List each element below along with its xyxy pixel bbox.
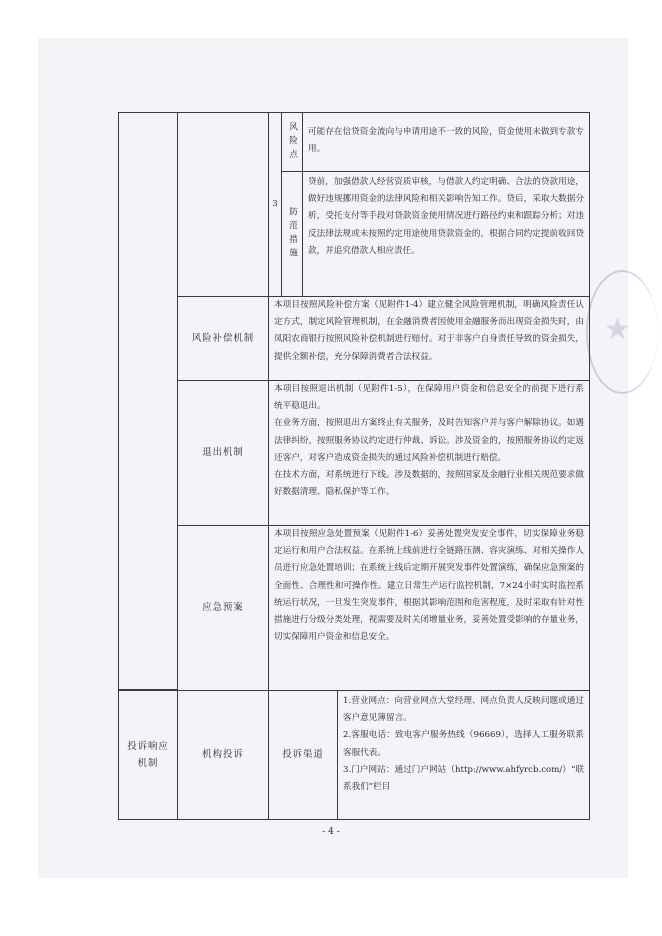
seal-star-icon: ★: [604, 312, 631, 347]
risk-point-label: 风险点: [281, 112, 303, 172]
compensation-label: 风险补偿机制: [177, 296, 269, 381]
complaint-channel-item: 3.门户网站：通过门户网站（http://www.ahfyrcb.com/）“联系我们”栏目: [343, 764, 584, 793]
compensation-text: 本项目按照风险补偿方案（见附件1-4）建立健全风险管理机制，明确风险责任认定方式，制定风险管理机制，在金融消费者因使用金融服务而出现资金损失时，由凤阳农商银行按照风险补偿机制进行赔付。对于非客户自身责任导致的资金损失，提供全额补偿，充分保障消费者合法权益。: [268, 296, 590, 381]
sub-row-index: 3: [268, 112, 282, 297]
exit-text: [268, 380, 590, 526]
emergency-text: 本项目按照应急处置预案（见附件1-6）妥善处置突发安全事件，切实保障业务稳定运行和用户合法权益。在系统上线前进行全链路压测、容灾演练、对相关操作人员进行应急处置培训；在系统上线后定期开展突发事件处置演练，确保应急预案的全面性、合理性和可操作性。建立日常生产运行监控机制，7×24小时实时监控系统运行状况，一旦发生突发事件，根据其影响范围和危害程度，及时采取有针对性措施进行分级分类处理，视需要及时关闭增量业务，妥善处置受影响的存量业务，切实保障用户资金和信息安全。: [268, 525, 590, 691]
exit-paragraph: 本项目按照退出机制（见附件1-5），在保障用户资金和信息安全的前提下进行系统平稳退出。: [274, 384, 584, 412]
page-number: - 4 -: [322, 827, 340, 837]
emergency-label: 应急预案: [177, 525, 269, 691]
prevention-text: 贷前，加强借款人经营资质审核，与借款人约定明确、合法的贷款用途，做好违规挪用资金的法律风险和相关影响告知工作。贷后，采取大数据分析，受托支付等手段对贷款资金使用情况进行路径约束和跟踪分析；对违反法律法规或未按照约定用途使用贷款资金的，根据合同约定提前收回贷款，并追究借款人相应责任。: [302, 171, 590, 297]
complaint-channel-label: 投诉渠道: [268, 690, 338, 820]
complaint-label: 投诉响应机制: [118, 690, 178, 820]
exit-paragraph: 在业务方面，按照退出方案终止有关服务，及时告知客户并与客户解除协议。如遇法律纠纷，按照服务协议约定进行仲裁、诉讼。涉及资金的，按照服务协议约定返还客户，对客户造成资金损失的通过风险补偿机制进行赔偿。: [274, 418, 584, 463]
risk-point-text: 可能存在信贷资金流向与申请用途不一致的风险，资金使用未做到专款专用。: [302, 112, 590, 172]
second-blank-column: [177, 112, 269, 297]
exit-paragraph: 在技术方面，对系统进行下线。涉及数据的，按照国家及金融行业相关规范要求做好数据清理、隐私保护等工作。: [274, 470, 584, 498]
document-table: [118, 112, 590, 820]
exit-label: 退出机制: [177, 380, 269, 526]
complaint-channel-item: 1.营业网点：向营业网点大堂经理、网点负责人反映问题或通过客户意见簿留言。: [343, 696, 584, 724]
complaint-channel-item: 2.客服电话：致电客户服务热线（96669），选择人工服务联系客服代表。: [343, 730, 584, 758]
prevention-label: 防范措施: [281, 171, 303, 297]
complaint-sub-label: 机构投诉: [177, 690, 269, 820]
left-blank-column: [118, 112, 178, 690]
complaint-channel-list: [337, 690, 590, 820]
